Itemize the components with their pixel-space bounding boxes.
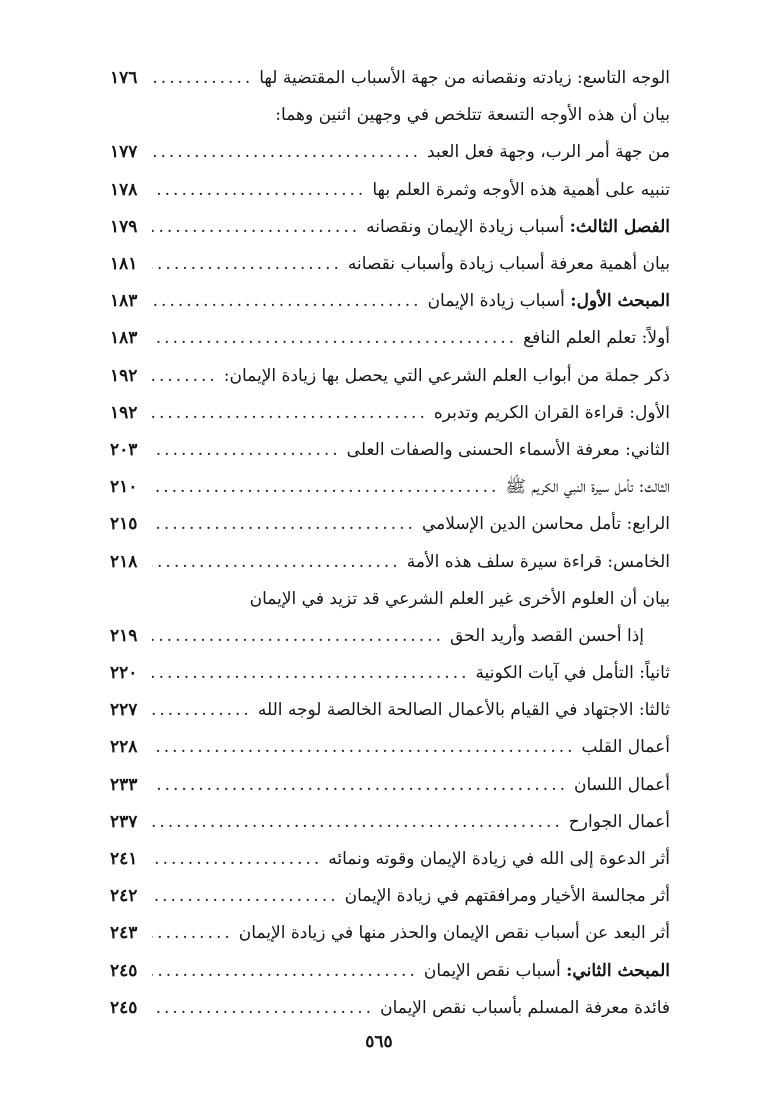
- toc-entry: [110, 358, 670, 395]
- toc-entry-title: [258, 702, 670, 719]
- toc-dot-leader: [152, 442, 341, 459]
- toc-dot-leader: [152, 739, 576, 756]
- toc-entry-text: أثر البعد عن أسباب نقص الإيمان والحذر منها في زيادة الإيمان: [238, 923, 670, 944]
- toc-entry-title: [346, 439, 670, 460]
- toc-dot-leader: [152, 70, 253, 87]
- toc-entry: [110, 581, 670, 618]
- toc-entry: [110, 209, 670, 246]
- toc-entry-page-number: ٢٤٢: [110, 886, 138, 907]
- toc-entry: [110, 841, 670, 878]
- toc-entry-title: [372, 179, 670, 200]
- toc-entry-heading-label: المبحث الأول:: [570, 291, 670, 312]
- toc-entry-page-number: ٢١٠: [110, 477, 138, 498]
- page-number: ٥٦٥: [365, 1032, 393, 1052]
- toc-dot-leader: [152, 144, 421, 161]
- toc-entry-text: أثر الدعوة إلى الله في زيادة الإيمان وقوته ونمائه: [328, 849, 670, 870]
- toc-entry-text: الوجه التاسع: زيادته ونقصانه من جهة الأسباب المقتضية لها: [259, 68, 670, 89]
- toc-entry-title: [428, 293, 670, 310]
- toc-entry-title: [275, 107, 670, 124]
- toc-entry: [110, 729, 670, 766]
- toc-entry-title: [249, 588, 670, 609]
- toc-entry-page-number: ٢٣٣: [110, 774, 138, 795]
- toc-entry: [110, 692, 670, 729]
- toc-dot-leader: [152, 554, 401, 571]
- toc-dot-leader: [152, 516, 416, 533]
- toc-entry-title: [505, 479, 670, 496]
- toc-entry-text: أثر مجالسة الأخيار ومرافقتهم في زيادة الإيمان: [344, 886, 670, 907]
- toc-entry-title: [450, 625, 644, 646]
- toc-entry-text: ثانياً: التأمل في آيات الكونية: [475, 663, 670, 684]
- toc-entry-text: بيان أن هذه الأوجه التسعة تتلخص في وجهين اثنين وهما:: [275, 105, 670, 126]
- toc-entry-text: من جهة أمر الرب، وجهة فعل العبد: [427, 142, 670, 163]
- toc-entry-page-number: ٢٠٣: [110, 439, 138, 460]
- toc-entry-title: [223, 365, 670, 386]
- toc-entry: [110, 172, 670, 209]
- toc-entry-page-number: ٢٣٧: [110, 811, 138, 832]
- toc-entry-page-number: ٢١٥: [110, 514, 138, 535]
- toc-entry-page-number: ٢٤٣: [110, 923, 138, 944]
- toc-entry-title: [328, 851, 670, 868]
- toc-entry-title: [568, 811, 670, 832]
- toc-entry-heading-label: المبحث الثاني:: [566, 960, 670, 981]
- toc-entry-title: [422, 516, 670, 533]
- toc-dot-leader: [152, 1000, 374, 1017]
- toc-entry: [110, 878, 670, 915]
- toc-entry: [110, 655, 670, 692]
- toc-entry-text: الخامس: قراءة سيرة سلف هذه الأمة: [406, 551, 670, 572]
- toc-entry-text: الثالث: تأمل سيرة النبي الكريم ﷺ: [505, 477, 670, 498]
- toc-entry-page-number: ١٧٦: [110, 68, 138, 89]
- toc-dot-leader: [152, 479, 499, 496]
- toc-entry-text: فائدة معرفة المسلم بأسباب نقص الإيمان: [380, 997, 670, 1018]
- toc-dot-leader: [152, 330, 517, 347]
- toc-entry-page-number: ٢٤١: [110, 849, 138, 870]
- toc-entry-title: [476, 665, 670, 682]
- toc-dot-leader: [152, 368, 218, 385]
- toc-entry-page-number: ١٨٣: [110, 291, 138, 312]
- toc-entry-text: تنبيه على أهمية هذه الأوجه وثمرة العلم بها: [372, 179, 670, 200]
- toc-dot-leader: [152, 182, 366, 199]
- toc-entry-page-number: ١٧٧: [110, 142, 138, 163]
- toc-entry-title: [423, 960, 670, 981]
- toc-entry: [110, 395, 670, 432]
- toc-dot-leader: [152, 702, 252, 719]
- toc-entry-title: [433, 402, 670, 423]
- toc-entry: [110, 469, 670, 506]
- toc-entry: [110, 283, 670, 320]
- toc-dot-leader: [152, 219, 360, 236]
- toc-entry-title: [574, 774, 670, 795]
- toc-entry-page-number: ٢٢٠: [110, 663, 138, 684]
- table-of-contents: [110, 60, 670, 1027]
- toc-dot-leader: [152, 925, 233, 942]
- toc-entry-title: [345, 888, 670, 905]
- toc-entry-title: [366, 216, 670, 237]
- toc-entry-text: أسباب زيادة الإيمان: [427, 291, 571, 312]
- toc-entry-page-number: ٢٤٥: [110, 997, 138, 1018]
- toc-entry: [110, 990, 670, 1027]
- toc-entry-page-number: ١٩٢: [110, 365, 138, 386]
- toc-dot-leader: [152, 405, 428, 422]
- toc-entry-page-number: ١٧٨: [110, 179, 138, 200]
- toc-dot-leader: [152, 293, 422, 310]
- toc-entry-page-number: ٢٤٥: [110, 960, 138, 981]
- toc-dot-leader: [152, 628, 444, 645]
- toc-entry-title: [406, 551, 670, 572]
- toc-dot-leader: [152, 851, 322, 868]
- toc-dot-leader: [152, 256, 342, 273]
- toc-dot-leader: [152, 814, 563, 831]
- toc-entry-text: أعمال الجوارح: [568, 811, 670, 832]
- toc-entry-title: [348, 256, 670, 273]
- toc-dot-leader: [152, 963, 418, 980]
- toc-entry: [110, 767, 670, 804]
- toc-entry-text: ثالثا: الاجتهاد في القيام بالأعمال الصالحة الخالصة لوجه الله: [257, 700, 670, 721]
- toc-entry-text: أولاً: تعلم العلم النافع: [523, 328, 670, 349]
- toc-entry: [110, 543, 670, 580]
- toc-entry-title: [523, 330, 670, 347]
- toc-entry: [110, 97, 670, 134]
- toc-entry-text: بيان أن العلوم الأخرى غير العلم الشرعي قد تزيد في الإيمان: [249, 588, 670, 609]
- toc-entry-text: أعمال اللسان: [574, 774, 670, 795]
- toc-entry-page-number: ١٨١: [110, 254, 138, 275]
- toc-entry-title: [582, 739, 670, 756]
- toc-dot-leader: [152, 665, 470, 682]
- toc-entry: [110, 320, 670, 357]
- toc-entry: [110, 915, 670, 952]
- toc-entry: [110, 246, 670, 283]
- toc-entry-title: [259, 70, 670, 87]
- toc-entry-text: الثاني: معرفة الأسماء الحسنى والصفات العلى: [346, 439, 670, 460]
- toc-entry-text: أسباب زيادة الإيمان ونقصانه: [366, 216, 570, 237]
- toc-entry: [110, 804, 670, 841]
- toc-entry-title: [427, 144, 670, 161]
- toc-entry: [110, 134, 670, 171]
- toc-entry-page-number: ٢١٨: [110, 551, 138, 572]
- toc-dot-leader: [152, 777, 568, 794]
- toc-entry-page-number: ١٩٢: [110, 402, 138, 423]
- toc-entry-text: ذكر جملة من أبواب العلم الشرعي التي يحصل بها زيادة الإيمان:: [223, 365, 670, 386]
- toc-entry-page-number: ٢٢٨: [110, 737, 138, 758]
- toc-dot-leader: [152, 888, 339, 905]
- toc-entry-page-number: ٢١٩: [110, 625, 138, 646]
- toc-entry-title: [380, 997, 670, 1018]
- toc-entry-title: [239, 925, 670, 942]
- toc-entry: [110, 432, 670, 469]
- toc-entry-text: الرابع: تأمل محاسن الدين الإسلامي: [421, 514, 670, 535]
- toc-entry-text: أسباب نقص الإيمان: [423, 960, 567, 981]
- toc-entry: [110, 506, 670, 543]
- toc-entry-page-number: ١٨٣: [110, 328, 138, 349]
- toc-entry: [110, 60, 670, 97]
- toc-entry-text: إذا أحسن القصد وأريد الحق: [450, 625, 644, 646]
- toc-entry-heading-label: الفصل الثالث:: [569, 216, 670, 237]
- toc-entry: [110, 953, 670, 990]
- toc-entry-page-number: ٢٢٧: [110, 700, 138, 721]
- toc-entry-page-number: ١٧٩: [110, 216, 138, 237]
- toc-entry-text: أعمال القلب: [581, 737, 670, 758]
- toc-entry: [110, 618, 670, 655]
- toc-entry-text: بيان أهمية معرفة أسباب زيادة وأسباب نقصانه: [347, 254, 670, 275]
- toc-entry-text: الأول: قراءة القران الكريم وتدبره: [433, 402, 670, 423]
